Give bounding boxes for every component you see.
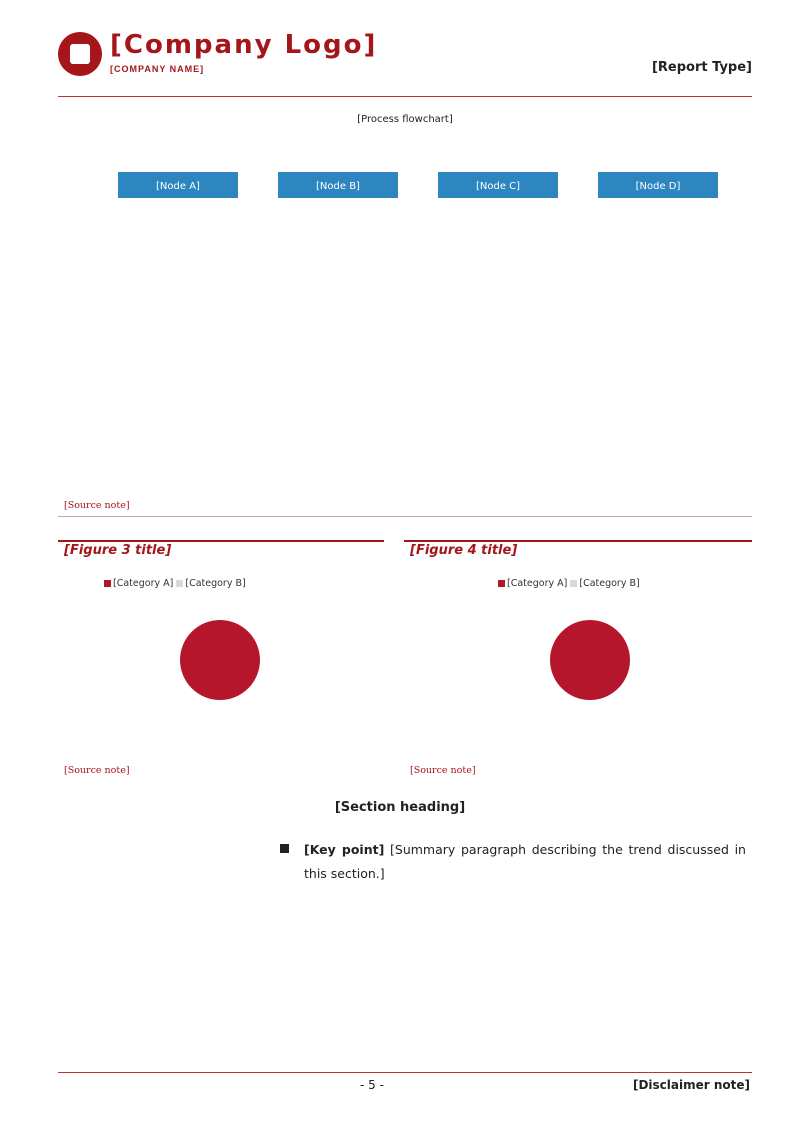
chart4-pie xyxy=(520,610,660,710)
legend-swatch xyxy=(104,580,111,587)
page-number: - 5 - xyxy=(360,1078,384,1092)
flow-title: [Process flowchart] xyxy=(357,114,453,125)
legend-swatch xyxy=(498,580,505,587)
footer-divider xyxy=(58,1072,752,1073)
process-flowchart xyxy=(58,102,752,492)
disclaimer-note: [Disclaimer note] xyxy=(632,1078,750,1092)
source-divider xyxy=(58,516,752,517)
flow-source: [Source note] xyxy=(64,500,130,511)
page-header xyxy=(58,28,752,88)
chart3-source: [Source note] xyxy=(64,765,130,776)
bullet-icon xyxy=(280,844,289,853)
pie-slice xyxy=(180,620,260,700)
chart3-pie xyxy=(150,610,290,710)
legend-swatch xyxy=(570,580,577,587)
chart4-title: [Figure 4 title] xyxy=(410,543,518,558)
pie-slice xyxy=(550,620,630,700)
header-divider xyxy=(58,96,752,97)
report-type: [Report Type] xyxy=(651,60,752,75)
company-name-cn: [Company Logo] xyxy=(110,30,378,60)
chart3-title: [Figure 3 title] xyxy=(64,543,172,558)
chart4-source: [Source note] xyxy=(410,765,476,776)
chart3-legend xyxy=(104,578,246,589)
flow-node: [Node A] xyxy=(156,181,200,192)
section-heading: [Section heading] xyxy=(334,800,466,815)
legend-label: [Category B] xyxy=(185,578,246,589)
flow-node: [Node B] xyxy=(316,181,360,192)
legend-label: [Category A] xyxy=(507,578,568,589)
legend-label: [Category B] xyxy=(579,578,640,589)
legend-swatch xyxy=(176,580,183,587)
company-name-en: [COMPANY NAME] xyxy=(110,64,205,74)
company-logo-icon xyxy=(58,32,102,76)
lead-sentence: [Key point] xyxy=(304,842,385,857)
flow-node: [Node D] xyxy=(635,181,681,192)
chart4-legend xyxy=(498,578,640,589)
body-paragraph xyxy=(304,838,746,885)
body-text: [Summary paragraph describing the trend discussed in this section.] xyxy=(304,842,746,881)
flow-node: [Node C] xyxy=(475,181,521,192)
legend-label: [Category A] xyxy=(113,578,174,589)
